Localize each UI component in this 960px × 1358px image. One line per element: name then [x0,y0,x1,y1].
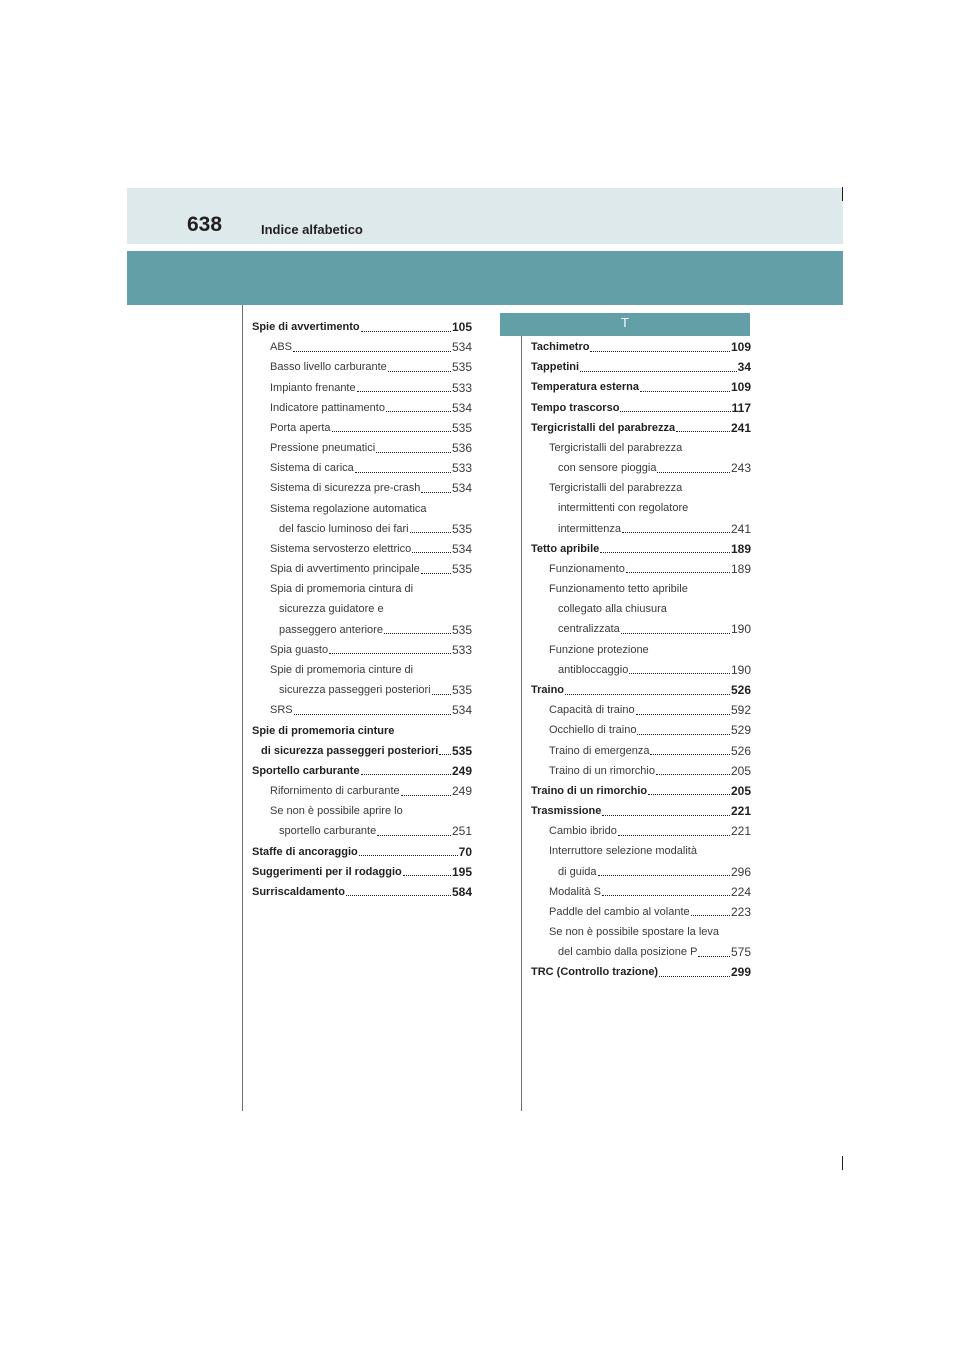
index-entry [252,841,472,861]
section-band [127,251,843,305]
leader-dots [691,915,730,916]
leader-dots [600,552,730,553]
leader-dots [386,411,451,412]
index-entry [531,539,751,559]
index-entry [531,519,751,539]
entry-page: 195 [451,864,472,879]
entry-text: Spie di promemoria cinture di [270,664,414,676]
entry-text: TRC (Controllo trazione) [531,966,659,979]
index-entry [252,519,472,539]
index-entry [252,378,472,398]
entry-page: 535 [451,622,472,637]
leader-dots [388,371,451,372]
entry-page: 221 [730,824,751,839]
entry-text: Tempo trascorso [531,401,620,414]
leader-dots [361,331,451,332]
leader-dots [329,653,451,654]
index-entry [252,801,472,821]
entry-text: Traino di un rimorchio [549,764,655,777]
entry-page: 243 [730,461,751,476]
index-entry [531,579,751,599]
entry-page: 299 [730,965,751,980]
entry-page: 533 [451,461,472,476]
entry-page: 221 [730,804,751,819]
entry-text: sportello carburante [279,825,377,838]
entry-text: Rifornimento di carburante [270,785,400,798]
entry-text: Tergicristalli del parabrezza [549,441,683,454]
index-entry [531,377,751,397]
index-entry [531,700,751,720]
index-column-left [252,317,472,902]
leader-dots [359,855,458,856]
leader-dots [602,815,730,816]
leader-dots [598,875,730,876]
entry-page: 190 [730,662,751,677]
index-entry [252,539,472,559]
leader-dots [432,694,451,695]
entry-text: Sistema regolazione automatica [270,502,427,515]
leader-dots [698,956,730,957]
entry-text: Pressione pneumatici [270,442,376,455]
entry-text: intermittenti con regolatore [558,502,689,515]
crop-mark-bottom-right [842,1156,843,1170]
entry-text: Surriscaldamento [252,885,345,898]
entry-page: 535 [451,683,472,698]
leader-dots [412,552,451,553]
entry-text: Tergicristalli del parabrezza [531,421,676,434]
leader-dots [622,532,730,533]
leader-dots [580,371,737,372]
index-entry [252,559,472,579]
index-entry [252,741,472,761]
index-entry [252,882,472,902]
leader-dots [626,572,730,573]
entry-text: Funzione protezione [549,643,649,656]
leader-dots [401,795,451,796]
leader-dots [410,532,451,533]
leader-dots [656,774,730,775]
entry-text: collegato alla chiusura [558,603,667,616]
entry-text: Temperatura esterna [531,381,640,394]
entry-text: Spia di avvertimento principale [270,563,420,576]
leader-dots [332,431,451,432]
entry-text: Funzionamento tetto apribile [549,583,688,596]
index-entry [531,902,751,922]
leader-dots [565,694,730,695]
entry-text: Sistema di carica [270,462,354,475]
entry-page: 535 [451,521,472,536]
entry-page: 34 [737,360,751,375]
entry-text: Capacità di traino [549,704,635,717]
entry-page: 190 [730,622,751,637]
leader-dots [621,633,730,634]
entry-page: 529 [730,723,751,738]
entry-page: 534 [451,400,472,415]
leader-dots [361,774,451,775]
entry-text: Traino di un rimorchio [531,784,648,797]
section-letter-bar [500,313,750,336]
index-entry [531,922,751,942]
entry-page: 105 [451,320,472,335]
index-entry [252,620,472,640]
index-entry [252,599,472,619]
leader-dots [355,472,451,473]
index-entry [252,579,472,599]
entry-text: SRS [270,704,293,717]
index-entry [531,801,751,821]
leader-dots [384,633,451,634]
leader-dots [439,754,451,755]
entry-page: 296 [730,864,751,879]
entry-text: Spie di avvertimento [252,321,360,334]
entry-page: 534 [451,541,472,556]
entry-page: 189 [730,561,751,576]
index-entry [531,398,751,418]
index-entry [531,599,751,619]
entry-text: Modalità S [549,885,601,898]
leader-dots [640,391,730,392]
entry-text: Se non è possibile aprire lo [270,805,403,818]
leader-dots [421,573,451,574]
index-entry [531,740,751,760]
leader-dots [293,351,451,352]
leader-dots [421,492,451,493]
crop-mark-top-right [842,187,843,201]
entry-text: sicurezza guidatore e [279,603,384,616]
entry-page: 534 [451,481,472,496]
leader-dots [659,976,730,977]
page-number: 638 [187,213,223,236]
index-entry [252,478,472,498]
leader-dots [637,734,730,735]
entry-text: Indicatore pattinamento [270,401,385,414]
entry-page: 249 [451,784,472,799]
entry-text: Porta aperta [270,421,331,434]
index-entry [531,357,751,377]
index-entry [531,720,751,740]
entry-text: antibloccaggio [558,663,629,676]
index-entry [252,398,472,418]
index-entry [252,418,472,438]
entry-page: 223 [730,904,751,919]
entry-page: 109 [730,380,751,395]
entry-page: 241 [730,521,751,536]
index-entry [252,337,472,357]
index-entry [252,781,472,801]
leader-dots [650,754,729,755]
entry-text: Tachimetro [531,341,590,354]
entry-page: 526 [730,683,751,697]
entry-text: Basso livello carburante [270,361,387,374]
entry-text: Cambio ibrido [549,825,617,838]
index-entry [531,942,751,962]
index-entry [252,458,472,478]
index-entry [531,337,751,357]
index-entry [531,458,751,478]
index-entry [531,660,751,680]
index-entry [531,640,751,660]
entry-text: Interruttore selezione modalità [549,845,697,858]
index-entry [531,882,751,902]
entry-text: Spia di promemoria cintura di [270,583,414,596]
leader-dots [620,411,730,412]
leader-dots [376,452,451,453]
leader-dots [629,673,730,674]
index-entry [252,357,472,377]
section-letter: T [621,315,629,330]
entry-text: centralizzata [558,623,620,636]
entry-page: 533 [451,642,472,657]
entry-text: Sistema di sicurezza pre-crash [270,482,421,495]
index-entry [252,761,472,781]
leader-dots [657,472,730,473]
leader-dots [590,351,729,352]
entry-page: 241 [730,420,751,435]
entry-page: 536 [451,441,472,456]
entry-page: 70 [458,844,472,859]
entry-text: Tergicristalli del parabrezza [549,482,683,495]
entry-text: Sistema servosterzo elettrico [270,542,412,555]
index-entry [531,962,751,982]
entry-text: Spie di promemoria cinture [252,724,395,737]
entry-text: Sportello carburante [252,764,360,777]
index-entry [531,619,751,639]
index-entry [252,660,472,680]
entry-page: 526 [730,743,751,758]
entry-text: di sicurezza passeggeri posteriori [261,744,439,757]
index-entry [531,841,751,861]
leader-dots [602,895,730,896]
entry-text: Paddle del cambio al volante [549,905,690,918]
entry-page: 109 [730,340,751,355]
entry-page: 117 [731,400,751,415]
leader-dots [403,875,451,876]
index-entry [252,680,472,700]
column-rule-left [242,305,243,1111]
leader-dots [357,391,451,392]
index-entry [531,438,751,458]
entry-text: Staffe di ancoraggio [252,845,358,858]
entry-page: 584 [451,884,472,899]
leader-dots [676,431,730,432]
entry-page: 535 [451,562,472,577]
entry-page: 535 [451,420,472,435]
index-entry [252,438,472,458]
entry-page: 189 [730,541,751,556]
entry-page: 205 [730,783,751,798]
entry-text: di guida [558,865,597,878]
entry-page: 533 [451,380,472,395]
entry-text: ABS [270,341,293,354]
index-entry [252,499,472,519]
entry-text: con sensore pioggia [558,462,657,475]
index-entry [252,700,472,720]
index-entry [531,498,751,518]
entry-page: 224 [730,884,751,899]
leader-dots [377,835,451,836]
entry-page: 592 [730,703,751,718]
leader-dots [294,714,451,715]
index-entry [531,478,751,498]
entry-text: sicurezza passeggeri posteriori [279,684,431,697]
index-entry [531,821,751,841]
entry-text: del cambio dalla posizione P [558,946,698,959]
entry-text: Traino [531,684,565,696]
entry-text: Occhiello di traino [549,724,637,737]
index-entry [252,862,472,882]
index-entry [531,559,751,579]
entry-text: del fascio luminoso dei fari [279,522,409,535]
entry-text: passeggero anteriore [279,623,383,636]
index-entry [252,317,472,337]
entry-text: Se non è possibile spostare la leva [549,926,719,939]
entry-page: 534 [451,340,472,355]
index-entry [252,720,472,740]
index-entry [531,781,751,801]
entry-text: Tetto apribile [531,542,600,555]
index-entry [252,821,472,841]
entry-text: Impianto frenante [270,381,356,394]
entry-page: 575 [730,945,751,960]
entry-text: Tappetini [531,361,580,374]
entry-page: 535 [451,360,472,375]
entry-text: Spia guasto [270,643,329,656]
entry-page: 205 [730,763,751,778]
index-entry [531,418,751,438]
entry-text: Funzionamento [549,562,625,575]
index-entry [252,640,472,660]
index-entry [531,861,751,881]
entry-text: intermittenza [558,522,621,535]
leader-dots [346,895,451,896]
header-band [127,188,843,244]
leader-dots [636,714,730,715]
entry-text: Traino di emergenza [549,744,650,757]
index-entry [531,680,751,700]
leader-dots [618,835,730,836]
entry-page: 534 [451,703,472,718]
entry-page: 535 [451,743,472,758]
entry-page: 251 [451,824,472,839]
column-rule-middle [521,336,522,1111]
entry-text: Suggerimenti per il rodaggio [252,865,402,878]
entry-page: 249 [451,763,472,778]
index-column-right [531,337,751,983]
entry-text: Trasmissione [531,805,602,818]
leader-dots [648,794,730,795]
page-title: Indice alfabetico [261,222,363,237]
index-entry [531,761,751,781]
